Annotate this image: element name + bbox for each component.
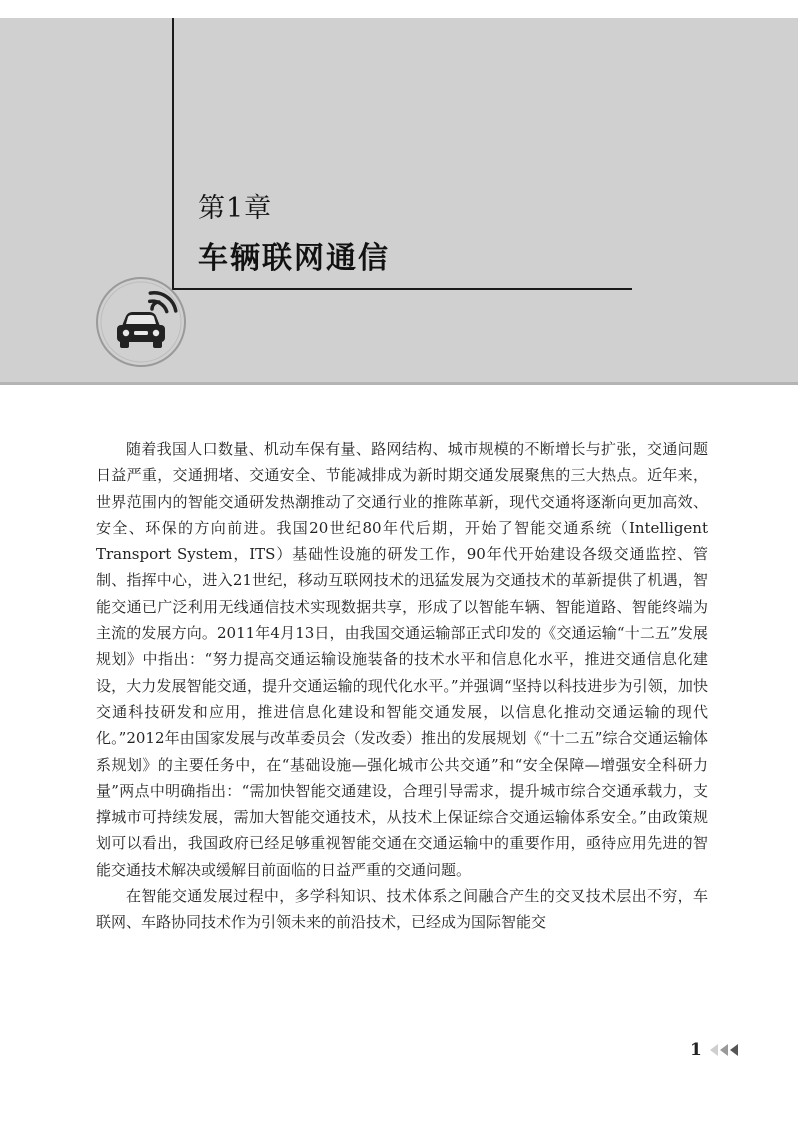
page-footer <box>690 1040 742 1060</box>
body-text <box>96 436 708 936</box>
banner-vertical-rule <box>172 18 174 290</box>
page-number: 1 <box>690 1040 702 1060</box>
triple-left-arrow-icon <box>708 1043 742 1057</box>
connected-car-icon <box>95 276 187 368</box>
paragraph: 在智能交通发展过程中，多学科知识、技术体系之间融合产生的交叉技术层出不穷，车联网、车路协同技术作为引领未来的前沿技术，已经成为国际智能交 <box>96 887 708 932</box>
banner-horizontal-rule <box>172 288 632 290</box>
chapter-number: 第1章 <box>198 193 273 224</box>
chapter-title: 车辆联网通信 <box>198 241 390 276</box>
chapter-banner <box>0 18 798 385</box>
paragraph: 随着我国人口数量、机动车保有量、路网结构、城市规模的不断增长与扩张，交通问题日益严重，交通拥堵、交通安全、节能减排成为新时期交通发展聚焦的三大热点。近年来，世界范围内的智能交通研发热潮推动了交通行业的推陈革新，现代交通将逐渐向更加高效、安全、环保的方向前进。我国20世纪80年代后期，开始了智能交通系统（Intelligent Transport System，ITS）基础性设施的研发工作，90年代开始建设各级交通监控、管制、指挥中心，进入21世纪，移动互联网技术的迅猛发展为交通技术的革新提供了机遇，智能交通已广泛利用无线通信技术实现数据共享，形成了以智能车辆、智能道路、智能终端为主流的发展方向。2011年4月13日，由我国交通运输部正式印发的《交通运输“十二五”发展规划》中指出：“努力提高交通运输设施装备的技术水平和信息化水平，推进交通信息化建设，大力发展智能交通，提升交通运输的现代化水平。”并强调“坚持以科技进步为引领，加快交通科技研发和应用，推进信息化建设和智能交通发展，以信息化推动交通运输的现代化。”2012年由国家发展与改革委员会（发改委）推出的发展规划《“十二五”综合交通运输体系规划》的主要任务中，在“基础设施—强化城市公共交通”和“安全保障—增强安全科研力量”两点中明确指出：“需加快智能交通建设，合理引导需求，提升城市综合交通承载力，支撑城市可持续发展，需加大智能交通技术，从技术上保证综合交通运输体系安全。”由政策规划可以看出，我国政府已经足够重视智能交通在交通运输中的重要作用，亟待应用先进的智能交通技术解决或缓解目前面临的日益严重的交通问题。 <box>96 440 708 879</box>
